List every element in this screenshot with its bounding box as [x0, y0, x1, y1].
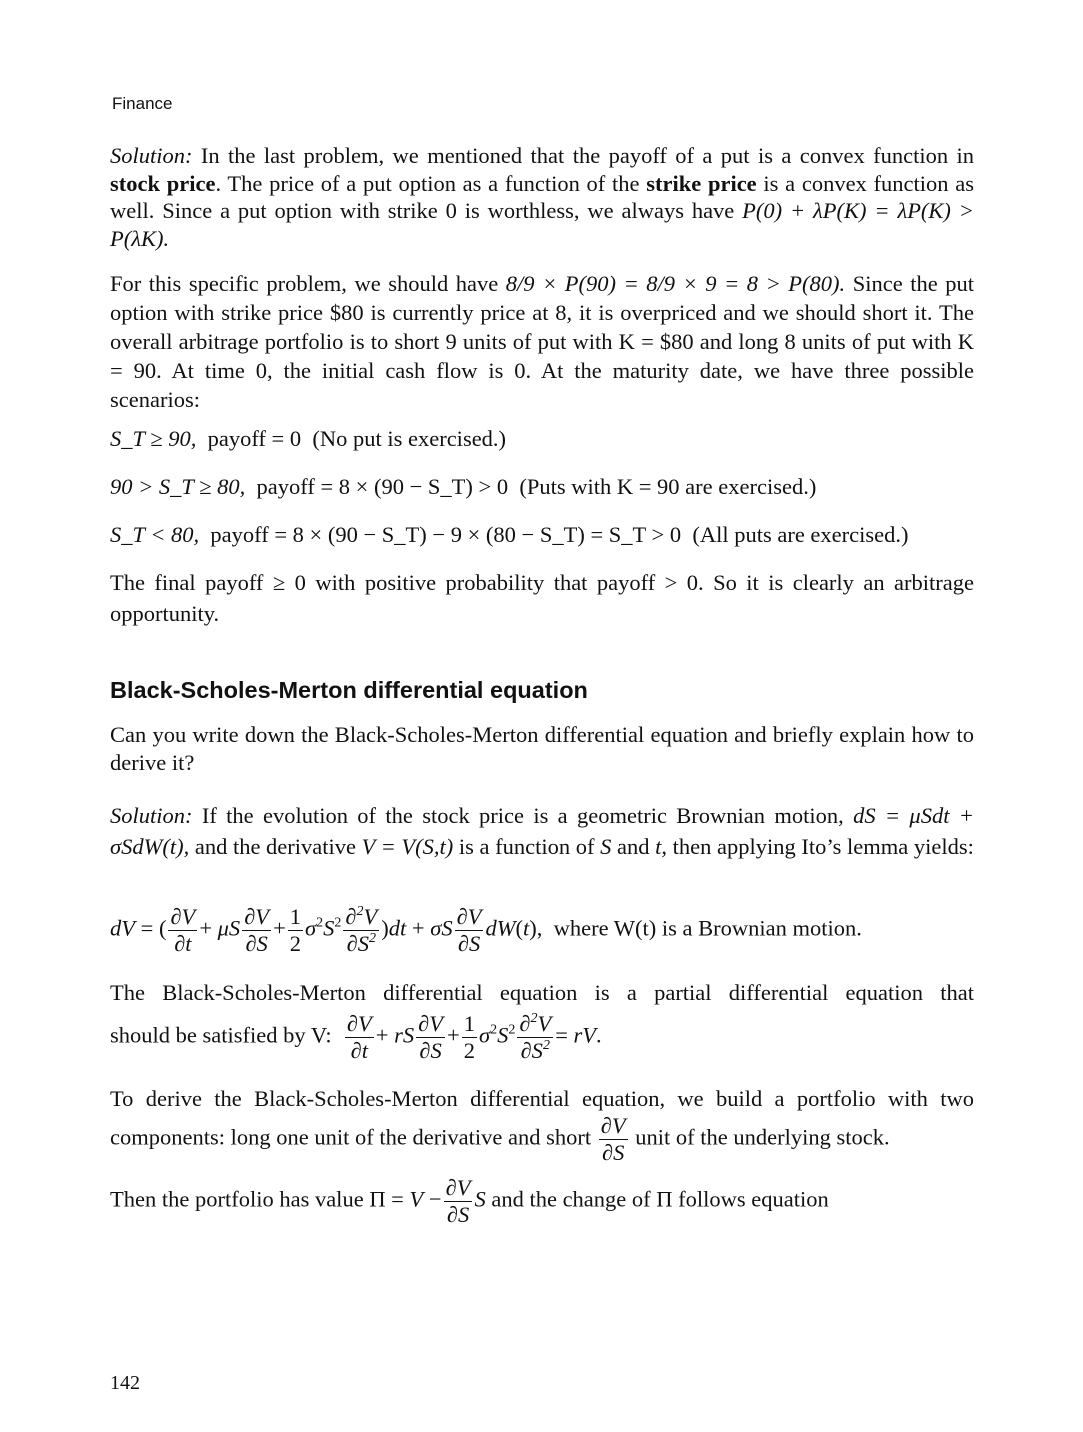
- solution-label-2: Solution:: [110, 803, 193, 828]
- ito-equation: dV = ( $\frac{\partial V}{\partial t}$ + μS $\frac{\partial V}{\partial S}$ + $\frac{1}{2}$ $\sigma^2S^2$ $\frac{\partial^2V}{\partial S^2}$ )dt + σS $\frac{\partial V}{\partial S}$ dW(t), where W(t) is a Brownian motion.: [110, 904, 862, 956]
- specific-problem-paragraph: For this specific problem, we should have 8/9 × P(90) = 8/9 × 9 = 8 > P(80). Since the put option with strike price $80 is currently price at 8, it is overpriced and we should short it. The overall arbitrage portfolio is to short 9 units of put with K = $80 and long 8 units of put with K = 90. At time 0, the initial cash flow is 0. At the maturity date, we have three possible scenarios:: [110, 271, 974, 412]
- scenario-1: S_T ≥ 90, payoff = 0 (No put is exercised.): [110, 426, 507, 451]
- solution-label: Solution:: [110, 143, 193, 168]
- page-number: 142: [110, 1372, 140, 1394]
- scenario-3: S_T < 80, payoff = 8 × (90 − S_T) − 9 × (80 − S_T) = S_T > 0 (All puts are exercised.): [110, 522, 909, 547]
- gbm-formula: dS = μSdt + σSdW(t),: [110, 803, 974, 859]
- scenario-2: 90 > S_T ≥ 80, payoff = 8 × (90 − S_T) > 0 (Puts with K = 90 are exercised.): [110, 474, 817, 499]
- specific-formula: 8/9 × P(90) = 8/9 × 9 = 8 > P(80).: [505, 271, 846, 296]
- solution-paragraph-2: Solution: If the evolution of the stock price is a geometric Brownian motion, dS = μSdt + σSdW(t), and the derivative V = V(S,t) is a function of S and t, then applying Ito’s lemma yields:: [110, 803, 974, 859]
- question-paragraph: Can you write down the Black-Scholes-Merton differential equation and briefly explain how to derive it?: [110, 722, 974, 775]
- solution-paragraph-1: Solution: In the last problem, we mentioned that the payoff of a put is a convex function in stock price. The price of a put option as a function of the strike price is a convex function as well. Since a put option with strike 0 is worthless, we always have P(0) + λP(K) = λP(K) > P(λK).: [110, 143, 974, 251]
- derive-line-2: components: long one unit of the derivative and short $\frac{\partial V}{\partial S}$ unit of the underlying stock.: [110, 1113, 890, 1165]
- bsm-intro: The Black-Scholes-Merton differential equation is a partial differential equation that: [110, 980, 974, 1005]
- derivative-formula: V = V(S,t): [361, 834, 454, 859]
- final-payoff-paragraph: The final payoff ≥ 0 with positive probability that payoff > 0. So it is clearly an arbitrage opportunity.: [110, 570, 974, 626]
- running-header: Finance: [112, 94, 173, 113]
- bsm-equation-line: should be satisfied by V: $\frac{\partial V}{\partial t}$ + rS $\frac{\partial V}{\partial S}$ + $\frac{1}{2}$ $\sigma^2S^2$ $\frac{\partial^2V}{\partial S^2}$ = rV.: [110, 1011, 602, 1063]
- derive-line-3: Then the portfolio has value Π = V − $\frac{\partial V}{\partial S}$ S and the change of Π follows equation: [110, 1175, 829, 1227]
- section-heading: Black-Scholes-Merton differential equation: [110, 677, 588, 703]
- derive-line-1: To derive the Black-Scholes-Merton differential equation, we build a portfolio with two: [110, 1086, 974, 1111]
- convexity-formula: P(0) + λP(K) = λP(K) > P(λK).: [110, 198, 974, 251]
- ito-tail: where W(t) is a Brownian motion.: [553, 915, 862, 941]
